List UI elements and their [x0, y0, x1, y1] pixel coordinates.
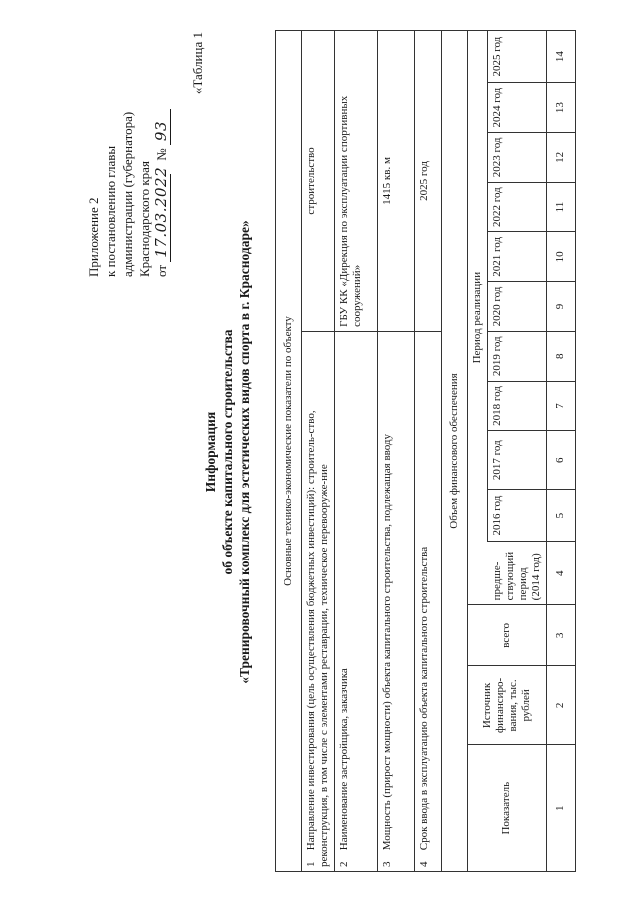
year-header: 2019 год — [488, 331, 547, 381]
column-number: 2 — [546, 666, 575, 745]
year-header: 2020 год — [488, 282, 547, 332]
number-prefix: № — [154, 148, 169, 161]
table-label: «Таблица 1 — [190, 32, 205, 95]
number-handwritten: 93 — [153, 109, 171, 145]
column-number: 12 — [546, 133, 575, 183]
heading-line: об объекте капитального строительства — [220, 329, 235, 575]
column-number: 4 — [546, 542, 575, 605]
column-number: 13 — [546, 83, 575, 133]
column-number: 3 — [546, 605, 575, 666]
annex-line: администрации (губернатора) — [120, 111, 135, 277]
year-header: 2024 год — [488, 83, 547, 133]
column-number: 14 — [546, 31, 575, 83]
param-label: Мощность (прирост мощности) объекта капитального строительства, подлежащая вводу — [381, 433, 393, 851]
param-label-cell — [335, 331, 378, 871]
year-header: 2021 год — [488, 232, 547, 282]
section-header-row — [442, 31, 468, 872]
column-number: 11 — [546, 182, 575, 232]
column-number: 8 — [546, 331, 575, 381]
year-header: 2018 год — [488, 381, 547, 431]
year-header: 2022 год — [488, 182, 547, 232]
section-header-row — [276, 31, 302, 872]
column-number: 7 — [546, 381, 575, 431]
year-header: 2025 год — [488, 31, 547, 83]
column-number: 1 — [546, 745, 575, 872]
param-label-cell — [302, 331, 335, 871]
annex-line: Краснодарского края — [137, 161, 152, 277]
fin-header-row — [468, 31, 488, 872]
annex-title: Приложение 2 — [86, 197, 101, 277]
year-header: 2017 год — [488, 431, 547, 490]
param-value: строительство — [302, 31, 335, 332]
section-title-finance: Объем финансового обеспечения — [442, 31, 468, 872]
param-no: 2 — [338, 861, 350, 867]
param-no: 4 — [418, 861, 430, 867]
document-sheet — [20, 12, 620, 892]
date-prefix: от — [154, 264, 169, 277]
heading-line: «Тренировочный комплекс для эстетических видов спорта в г. Краснодаре» — [237, 220, 252, 684]
column-number: 6 — [546, 431, 575, 490]
source-header: Источник финансиро-вания, тыс. рублей — [468, 666, 547, 745]
annex-date-line — [153, 27, 171, 277]
param-no: 3 — [381, 861, 393, 867]
column-number: 9 — [546, 282, 575, 332]
column-number-row — [546, 31, 575, 872]
year-header: 2023 год — [488, 133, 547, 183]
param-value: 1415 кв. м — [378, 31, 415, 332]
year-header: предше-ствующий период (2014 год) — [488, 542, 547, 605]
param-row — [335, 31, 378, 872]
year-header: 2016 год — [488, 490, 547, 542]
param-no: 1 — [305, 861, 317, 867]
param-label-cell — [378, 331, 415, 871]
total-header: всего — [468, 605, 547, 666]
section-title-params: Основные технико-экономические показатели по объекту — [276, 31, 302, 872]
column-number: 10 — [546, 232, 575, 282]
document-heading — [202, 52, 253, 852]
param-label: Направление инвестирования (цель осуществления бюджетных инвестиций): строитель-ство, реконструкция, в том числе с элементами реставрации, техническое перевооруже-ние — [305, 410, 330, 867]
param-row — [415, 31, 442, 872]
annex-line: к постановлению главы — [103, 145, 118, 277]
info-table — [275, 30, 576, 872]
date-handwritten: 17.03.2022 — [153, 174, 171, 262]
param-row — [378, 31, 415, 872]
period-header: Период реализации — [468, 31, 488, 605]
param-label: Наименование застройщика, заказчика — [338, 668, 350, 851]
indicator-header: Показатель — [468, 745, 547, 872]
heading-line: Информация — [203, 411, 218, 493]
param-label-cell — [415, 331, 442, 871]
param-label: Срок ввода в эксплуатацию объекта капитального строительства — [418, 546, 430, 851]
param-value: ГБУ КК «Дирекция по эксплуатации спортивных сооружений» — [335, 31, 378, 332]
param-row — [302, 31, 335, 872]
column-number: 5 — [546, 490, 575, 542]
param-value: 2025 год — [415, 31, 442, 332]
annex-block — [85, 27, 171, 277]
